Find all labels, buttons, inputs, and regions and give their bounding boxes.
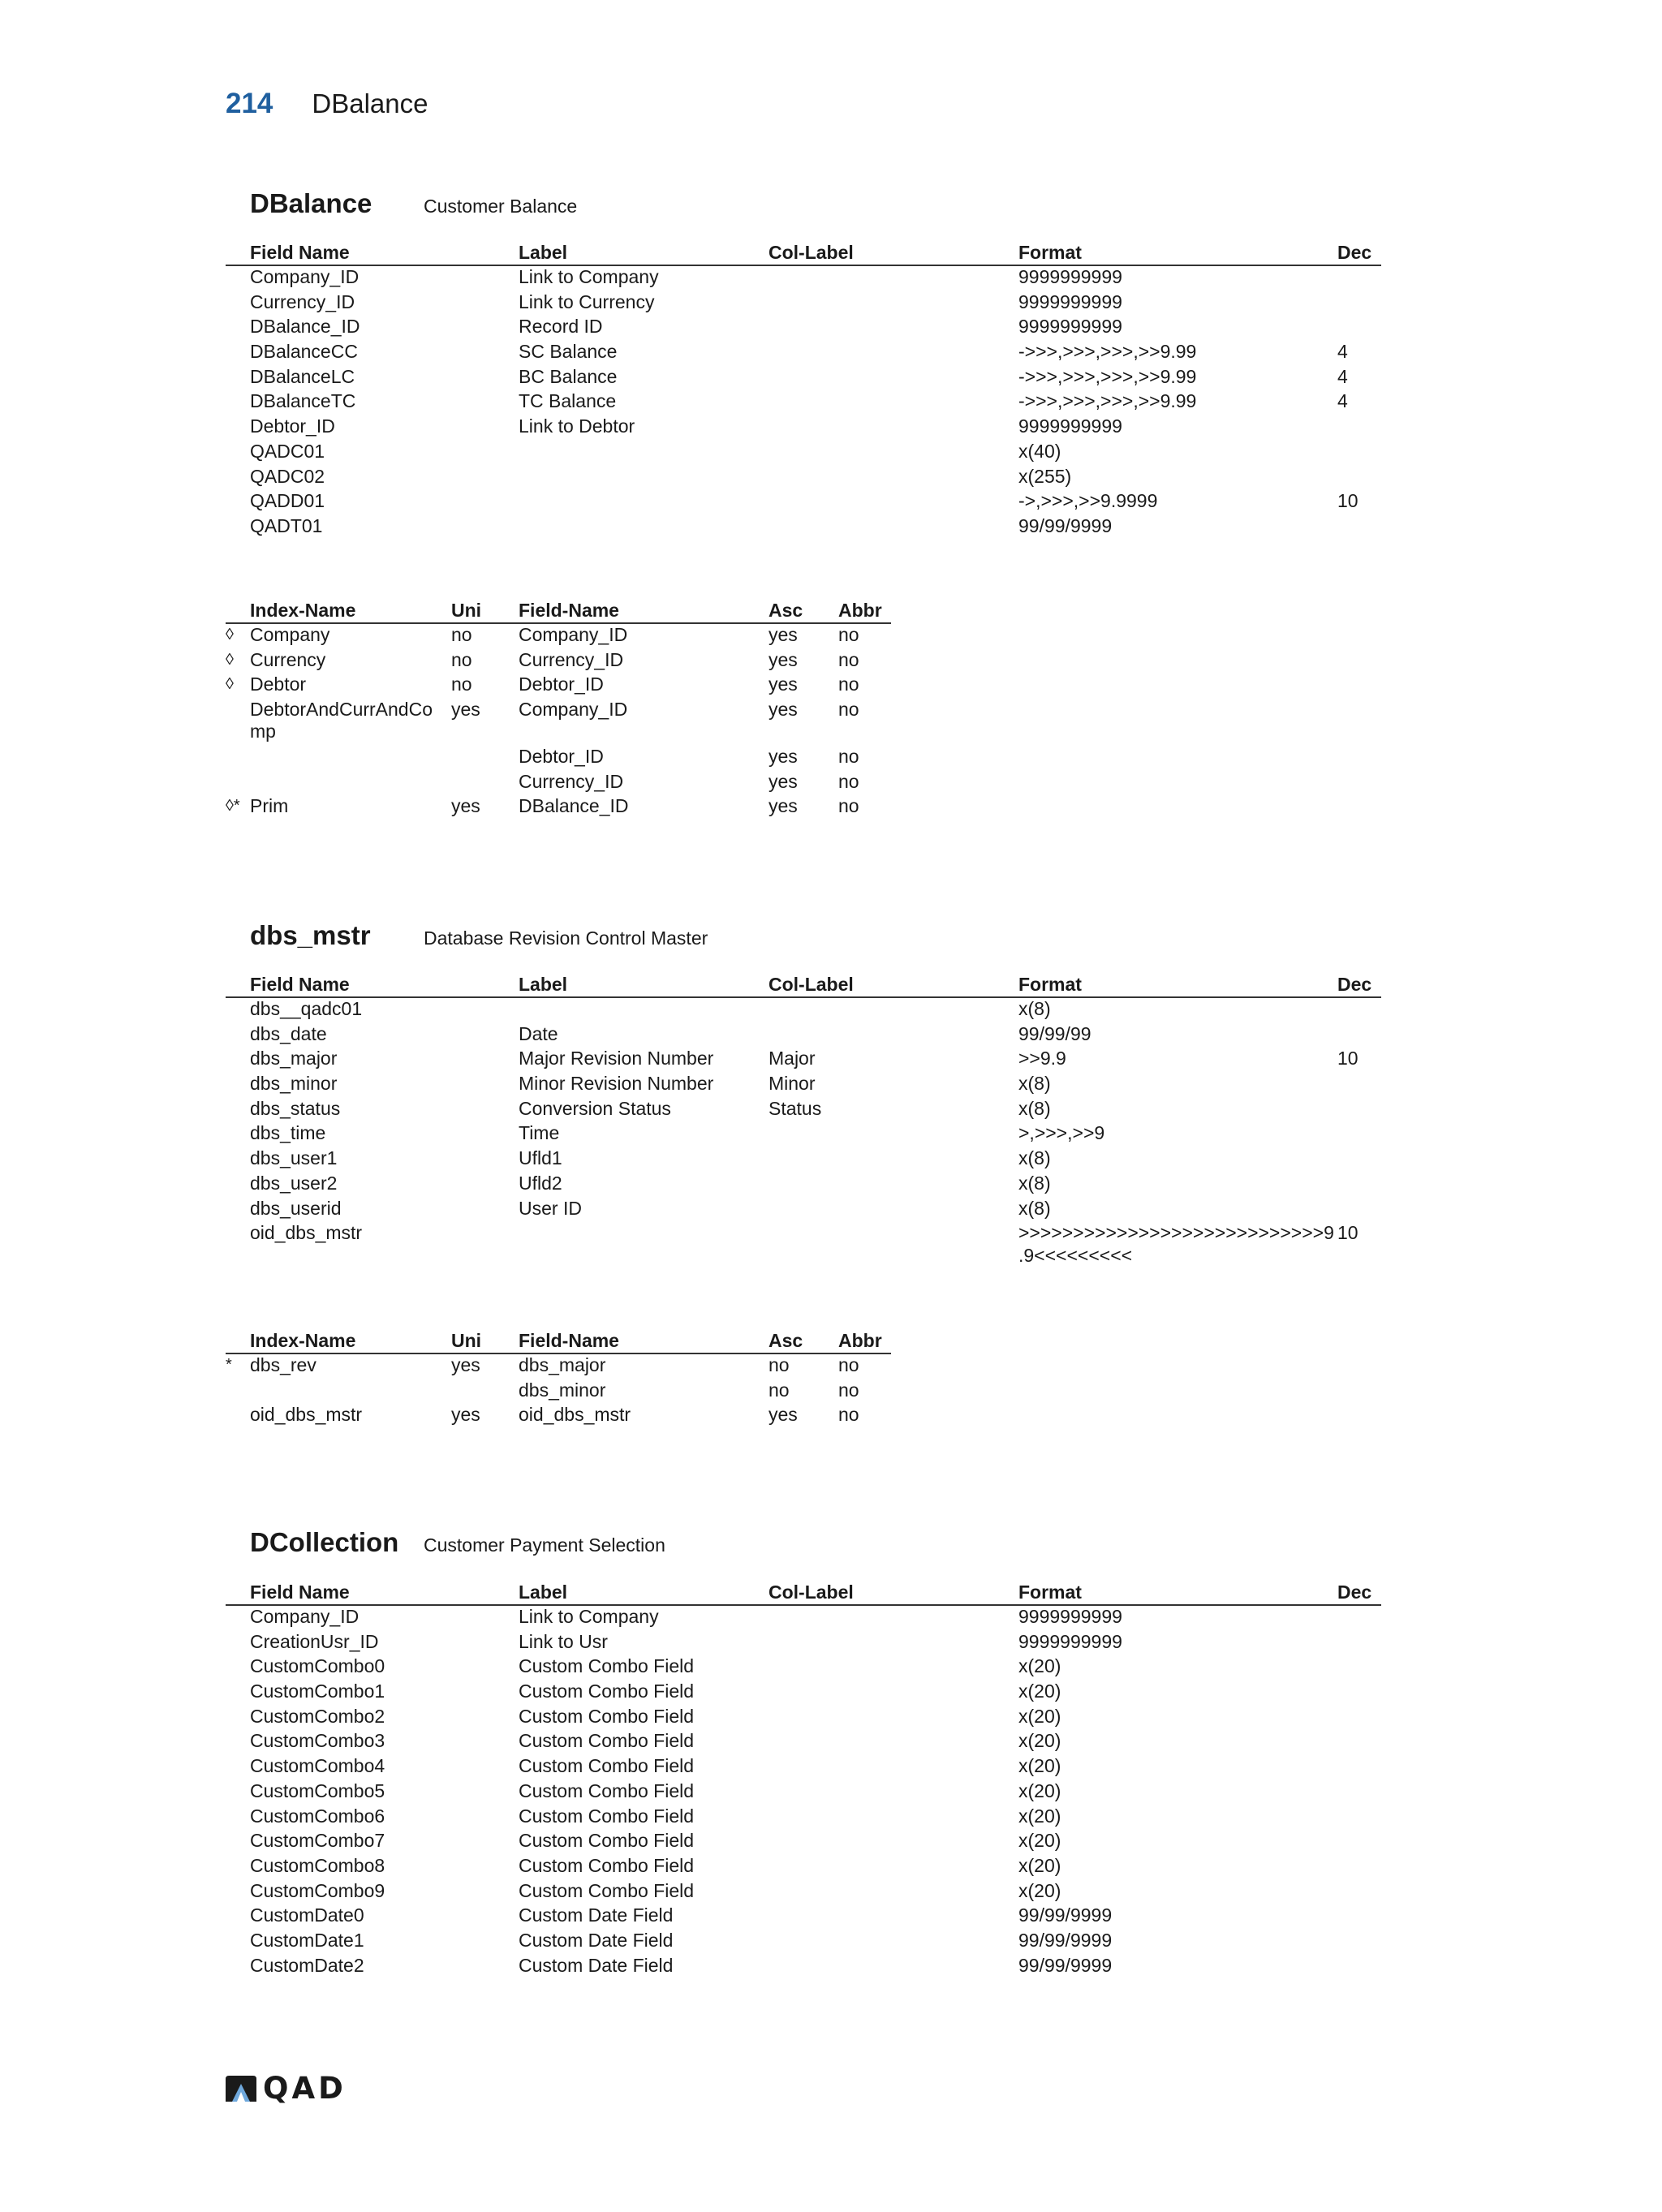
index-marker: ◊ [226,675,234,694]
qad-logo [224,2071,347,2106]
header-col-label: Col-Label [769,974,854,995]
field-name: Currency_ID [250,290,355,312]
field-name: dbs_user1 [250,1147,338,1169]
index-field-name: Debtor_ID [519,673,604,695]
field-name: dbs_userid [250,1197,342,1219]
field-label: BC Balance [519,365,618,387]
qad-logo-icon [224,2074,258,2103]
field-format: x(20) [1018,1730,1061,1752]
field-format: 99/99/9999 [1018,514,1113,536]
header-field-name: Field Name [250,974,350,995]
field-format: 9999999999 [1018,290,1122,312]
field-format: 9999999999 [1018,316,1122,338]
field-name: Debtor_ID [250,415,335,437]
header-format: Format [1018,1582,1082,1603]
table-description: Database Revision Control Master [424,927,708,949]
index-ascending: yes [769,746,798,768]
table-description: Customer Balance [424,196,578,217]
field-name: dbs_date [250,1022,327,1044]
header-format: Format [1018,242,1082,263]
logo-text: QAD [263,2071,347,2106]
field-format: x(8) [1018,998,1051,1019]
field-format: x(20) [1018,1854,1061,1876]
field-name: dbs_time [250,1122,326,1144]
index-unique: yes [451,699,480,721]
field-name: DBalanceCC [250,341,358,363]
header-field-name: Field Name [250,1582,350,1603]
field-format: 99/99/9999 [1018,1904,1113,1926]
field-name: QADT01 [250,514,323,536]
index-field-name: dbs_major [519,1354,606,1375]
field-format: 99/99/9999 [1018,1954,1113,1976]
field-format: 9999999999 [1018,415,1122,437]
header-asc: Asc [769,600,803,621]
field-dec: 4 [1337,365,1348,387]
field-format: ->>>,>>>,>>>,>>9.99 [1018,390,1197,412]
header-abbr: Abbr [838,1330,882,1351]
field-label: TC Balance [519,390,617,412]
field-format: x(20) [1018,1755,1061,1777]
field-format: 99/99/99 [1018,1022,1091,1044]
table-name: DBalance [250,188,372,218]
field-format: ->>>,>>>,>>>,>>9.99 [1018,341,1197,363]
index-marker: ◊* [226,797,240,816]
field-name: CustomDate0 [250,1904,364,1926]
index-field-name: Company_ID [519,699,628,721]
index-field-name: Currency_ID [519,648,624,670]
table-name: dbs_mstr [250,920,371,950]
field-name: CustomCombo3 [250,1730,385,1752]
header-label: Label [519,1582,568,1603]
header-uni: Uni [451,1330,482,1351]
index-ascending: yes [769,624,798,645]
field-format: x(255) [1018,465,1072,487]
header-abbr: Abbr [838,600,882,621]
index-ascending: yes [769,699,798,721]
field-name: dbs_status [250,1097,341,1119]
header-asc: Asc [769,1330,803,1351]
field-label: Custom Combo Field [519,1681,695,1702]
field-name: dbs_user2 [250,1172,338,1194]
index-name: Currency [250,648,326,670]
header-index-name: Index-Name [250,1330,356,1351]
index-ascending: yes [769,770,798,792]
index-marker: ◊ [226,626,234,643]
field-name: Company_ID [250,1606,360,1627]
header-field-name: Field-Name [519,600,619,621]
header-dec: Dec [1337,1582,1372,1603]
header-dec: Dec [1337,242,1372,263]
field-format: x(20) [1018,1681,1061,1702]
index-name: oid_dbs_mstr [250,1404,363,1426]
field-format: x(8) [1018,1197,1051,1219]
field-name: CustomCombo6 [250,1805,385,1827]
field-format: 9999999999 [1018,266,1122,287]
field-label: Ufld1 [519,1147,562,1169]
field-format-continued: .9<<<<<<<<< [1018,1245,1133,1267]
field-name: CustomDate1 [250,1929,364,1951]
field-format: x(20) [1018,1655,1061,1677]
field-label: Custom Combo Field [519,1755,695,1777]
field-format: >>9.9 [1018,1048,1066,1069]
field-name: QADC01 [250,440,325,462]
page-header [226,88,428,128]
field-label: Minor Revision Number [519,1073,714,1095]
index-ascending: yes [769,795,798,817]
index-field-name: oid_dbs_mstr [519,1404,631,1426]
index-abbreviated: no [838,648,859,670]
index-ascending: yes [769,673,798,695]
header-rule [226,996,1381,998]
index-unique: yes [451,1404,480,1426]
field-name: CreationUsr_ID [250,1630,379,1652]
field-name: QADD01 [250,490,325,512]
field-label: Custom Combo Field [519,1805,695,1827]
index-ascending: no [769,1379,790,1401]
header-index-name: Index-Name [250,600,356,621]
index-marker: * [226,1356,232,1374]
index-abbreviated: no [838,624,859,645]
index-abbreviated: no [838,1404,859,1426]
field-format: 99/99/9999 [1018,1929,1113,1951]
index-unique: no [451,673,472,695]
field-name: CustomDate2 [250,1954,364,1976]
header-rule [226,265,1381,266]
index-name: dbs_rev [250,1354,316,1375]
field-format: x(20) [1018,1705,1061,1727]
header-format: Format [1018,974,1082,995]
dcollection-heading [250,1527,665,1558]
field-label: Custom Date Field [519,1904,674,1926]
index-ascending: no [769,1354,790,1375]
field-name: CustomCombo9 [250,1879,385,1901]
header-rule [226,1604,1381,1606]
field-name: CustomCombo0 [250,1655,385,1677]
field-name: dbs_major [250,1048,338,1069]
header-field-name: Field-Name [519,1330,619,1351]
field-label: Custom Combo Field [519,1730,695,1752]
field-format: x(8) [1018,1172,1051,1194]
field-dec: 4 [1337,390,1348,412]
field-label: User ID [519,1197,582,1219]
field-format: >>>>>>>>>>>>>>>>>>>>>>>>>>>>9 [1018,1222,1334,1244]
field-format: x(20) [1018,1830,1061,1852]
table-name: DCollection [250,1527,399,1557]
index-unique: no [451,624,472,645]
table-description: Customer Payment Selection [424,1534,665,1556]
header-col-label: Col-Label [769,1582,854,1603]
field-label: Custom Date Field [519,1954,674,1976]
field-name: oid_dbs_mstr [250,1222,363,1244]
index-field-name: dbs_minor [519,1379,606,1401]
field-col-label: Major [769,1048,816,1069]
field-label: Major Revision Number [519,1048,714,1069]
field-dec: 4 [1337,341,1348,363]
field-dec: 10 [1337,1222,1358,1244]
index-abbreviated: no [838,1379,859,1401]
field-format: 9999999999 [1018,1630,1122,1652]
field-name: QADC02 [250,465,325,487]
index-name-continued: mp [250,721,276,742]
index-field-name: Debtor_ID [519,746,604,768]
dbs-mstr-heading [250,920,708,951]
field-dec: 10 [1337,490,1358,512]
field-name: CustomCombo7 [250,1830,385,1852]
field-name: Company_ID [250,266,360,287]
page-number: 214 [226,88,273,119]
field-label: Link to Debtor [519,415,635,437]
field-format: 9999999999 [1018,1606,1122,1627]
header-label: Label [519,974,568,995]
field-label: Custom Combo Field [519,1830,695,1852]
field-format: x(20) [1018,1779,1061,1801]
index-unique: yes [451,795,480,817]
index-abbreviated: no [838,746,859,768]
index-field-name: Company_ID [519,624,628,645]
index-abbreviated: no [838,1354,859,1375]
field-label: Custom Combo Field [519,1705,695,1727]
index-abbreviated: no [838,673,859,695]
field-name: dbs__qadc01 [250,998,363,1019]
field-label: Ufld2 [519,1172,562,1194]
field-label: Date [519,1022,558,1044]
field-format: x(40) [1018,440,1061,462]
index-name: Prim [250,795,289,817]
field-name: CustomCombo2 [250,1705,385,1727]
field-label: Conversion Status [519,1097,671,1119]
index-name: Company [250,624,330,645]
field-format: x(8) [1018,1147,1051,1169]
field-name: CustomCombo4 [250,1755,385,1777]
field-name: DBalanceLC [250,365,355,387]
header-dec: Dec [1337,974,1372,995]
field-dec: 10 [1337,1048,1358,1069]
header-col-label: Col-Label [769,242,854,263]
field-label: Custom Date Field [519,1929,674,1951]
field-format: >,>>>,>>9 [1018,1122,1105,1144]
index-name: Debtor [250,673,307,695]
field-format: x(20) [1018,1805,1061,1827]
field-label: Custom Combo Field [519,1854,695,1876]
index-unique: no [451,648,472,670]
index-ascending: yes [769,648,798,670]
field-label: Link to Currency [519,290,655,312]
index-field-name: Currency_ID [519,770,624,792]
field-name: DBalanceTC [250,390,356,412]
field-format: ->>>,>>>,>>>,>>9.99 [1018,365,1197,387]
field-label: Time [519,1122,560,1144]
page-header-title: DBalance [312,88,428,118]
field-format: ->,>>>,>>9.9999 [1018,490,1158,512]
header-uni: Uni [451,600,482,621]
field-format: x(8) [1018,1073,1051,1095]
field-name: CustomCombo8 [250,1854,385,1876]
header-label: Label [519,242,568,263]
field-name: DBalance_ID [250,316,360,338]
index-abbreviated: no [838,795,859,817]
index-marker: ◊ [226,650,234,669]
dbalance-heading [250,188,577,219]
index-field-name: DBalance_ID [519,795,629,817]
field-label: Link to Company [519,1606,659,1627]
field-format: x(8) [1018,1097,1051,1119]
field-label: SC Balance [519,341,618,363]
index-ascending: yes [769,1404,798,1426]
field-label: Link to Usr [519,1630,608,1652]
index-unique: yes [451,1354,480,1375]
field-label: Custom Combo Field [519,1779,695,1801]
field-name: dbs_minor [250,1073,338,1095]
field-col-label: Status [769,1097,822,1119]
index-abbreviated: no [838,770,859,792]
field-format: x(20) [1018,1879,1061,1901]
index-name: DebtorAndCurrAndCo [250,699,433,721]
field-name: CustomCombo5 [250,1779,385,1801]
index-abbreviated: no [838,699,859,721]
field-label: Custom Combo Field [519,1879,695,1901]
field-label: Link to Company [519,266,659,287]
field-label: Record ID [519,316,603,338]
field-name: CustomCombo1 [250,1681,385,1702]
field-label: Custom Combo Field [519,1655,695,1677]
header-field-name: Field Name [250,242,350,263]
field-col-label: Minor [769,1073,816,1095]
